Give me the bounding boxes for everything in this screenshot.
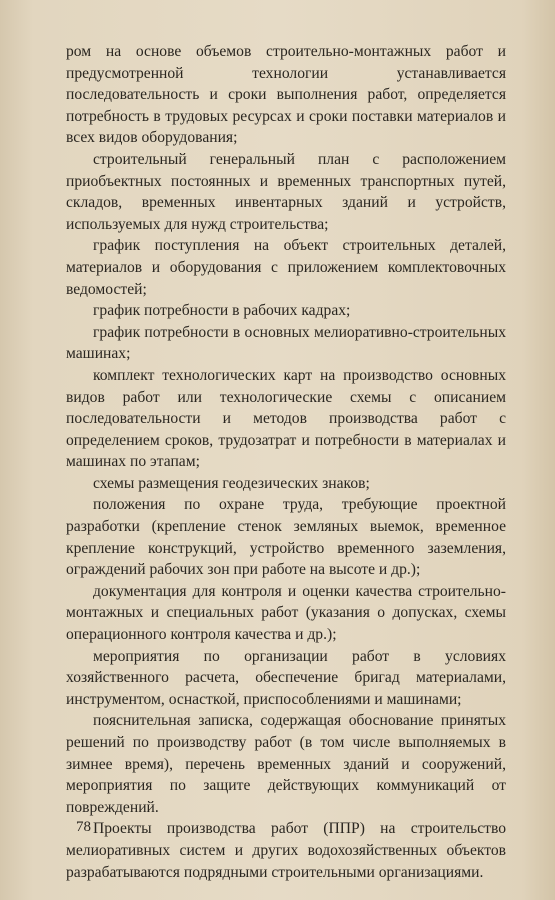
list-item-quality-control: документация для контроля и оценки качества строительно-монтажных и специальных работ (указания о допусках, схемы операционного контроля качества и др.); (66, 582, 506, 644)
list-item-labor-safety: положения по охране труда, требующие проектной разработки (крепление стенок земляных выемок, временное крепление конструкций, устройство временного заземления, ограждений рабочих зон при работе на высоте и др.); (66, 496, 506, 579)
page-number: 78 (76, 819, 91, 835)
list-item-geodetic-marks: схемы размещения геодезических знаков; (93, 474, 370, 492)
list-item-organization-measures: мероприятия по организации работ в условиях хозяйственного расчета, обеспечение бригад материалами, инструментом, оснасткой, приспособлениями и машинами; (66, 647, 506, 708)
list-item-staff-schedule: график потребности в рабочих кадрах; (93, 302, 351, 320)
page-body (66, 41, 506, 883)
list-item-explanatory-note: пояснительная записка, содержащая обоснование принятых решений по производству работ (в том числе выполняемых в зимнее время), перечень временных зданий и сооружений, мероприятия по защите действующих коммуникаций от повреждений. (66, 712, 506, 816)
paragraph-continuation: ром на основе объемов строительно-монтажных работ и предусмотренной технологии устанавливается последовательность и сроки выполнения работ, определяется потребность в трудовых ресурсах и сроки поставки материалов и всех видов оборудования; (66, 43, 506, 147)
list-item-construction-plan: строительный генеральный план с расположением приобъектных постоянных и временных транспортных путей, складов, временных инвентарных зданий и устройств, используемых для нужд строительства; (66, 150, 506, 233)
list-item-delivery-schedule: график поступления на объект строительных деталей, материалов и оборудования с приложением комплектовочных ведомостей; (66, 237, 506, 298)
list-item-machinery-schedule: график потребности в основных мелиоративно-строительных машинах; (66, 323, 506, 363)
paragraph-ppr: Проекты производства работ (ППР) на строительство мелиоративных систем и других водохозяйственных объектов разрабатываются подрядными строительными организациями. (66, 820, 506, 881)
list-item-technology-cards: комплект технологических карт на производство основных видов работ или технологические схемы с описанием последовательности и методов производства работ с определением сроков, трудозатрат и потребности в материалах и машинах по этапам; (66, 366, 506, 471)
